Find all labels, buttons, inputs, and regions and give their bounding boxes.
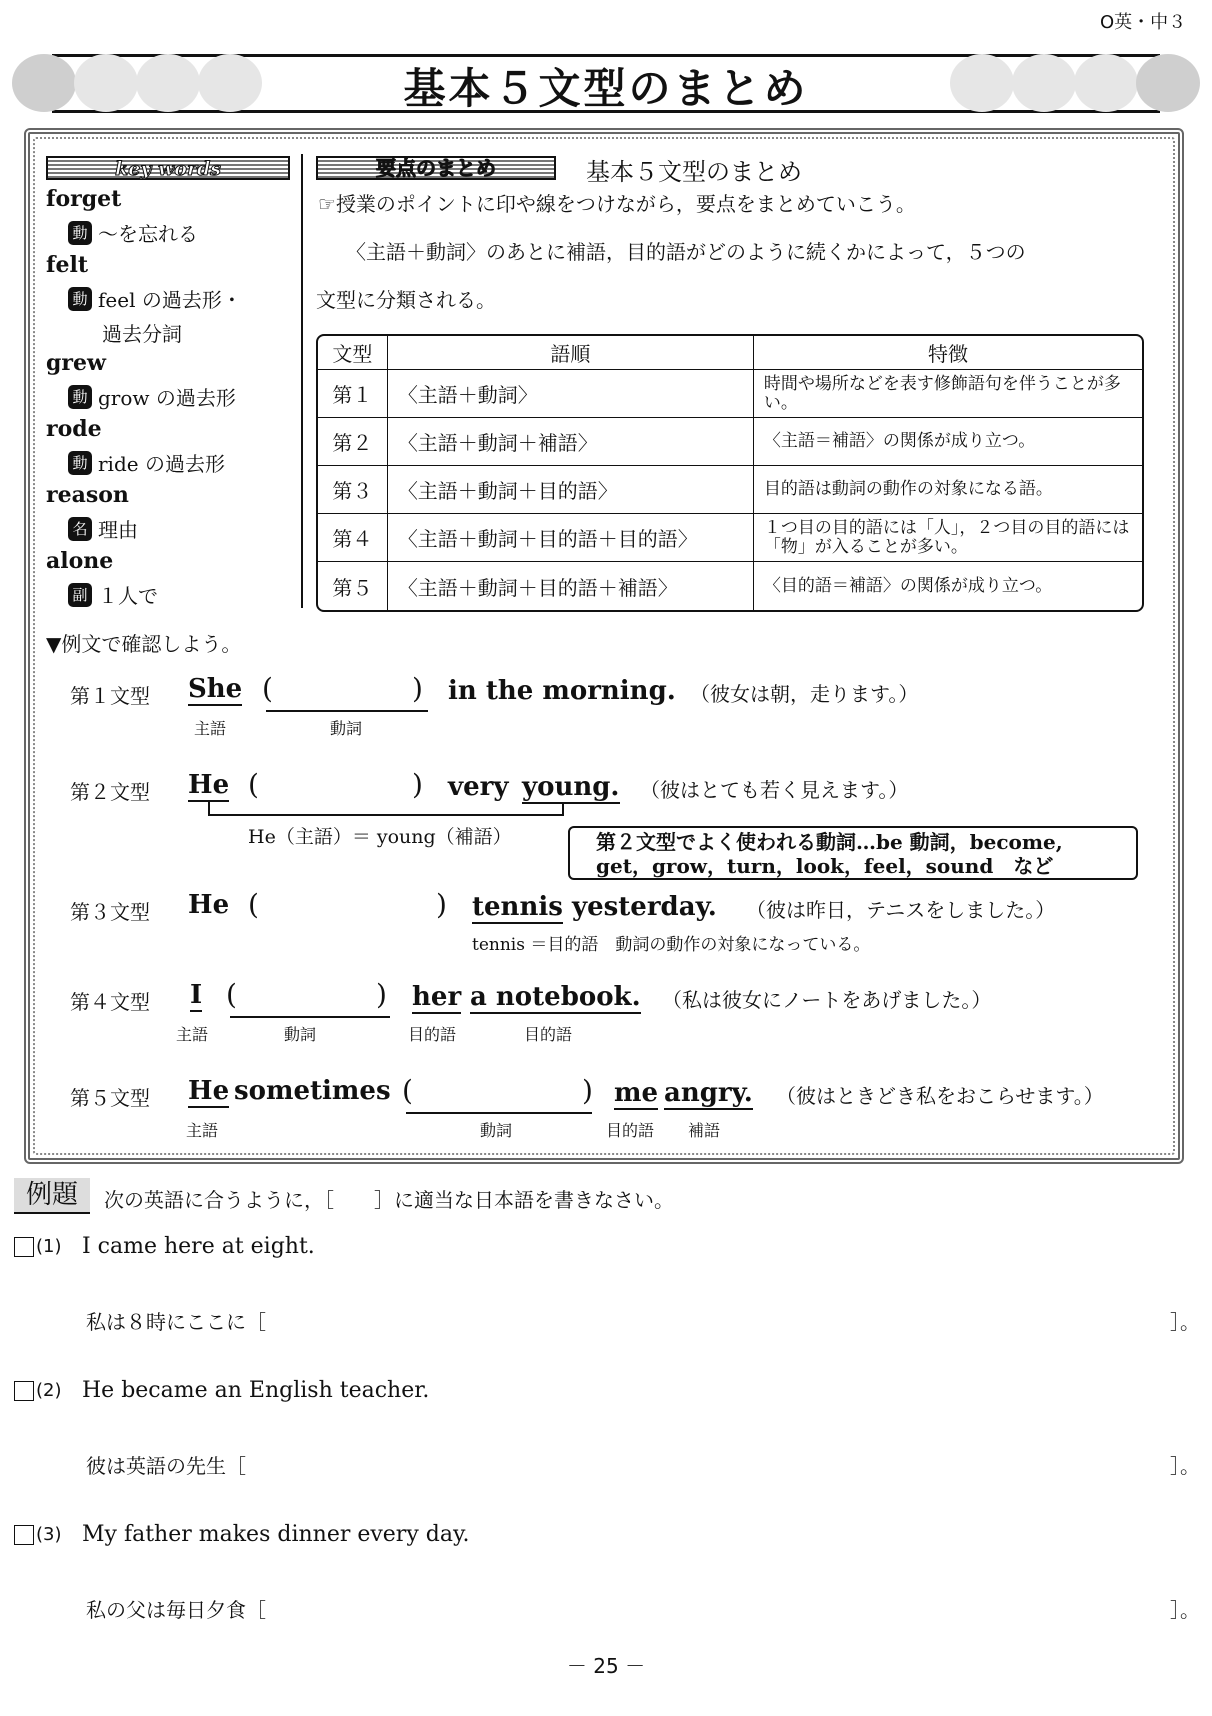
- table-cell: 〈主語＋動詞＋目的語〉: [388, 466, 754, 514]
- question-number: (2): [14, 1380, 62, 1401]
- question-checkbox[interactable]: [14, 1381, 34, 1401]
- blank-close: ): [412, 768, 423, 801]
- table-cell: 〈主語＝補語〉の関係が成り立つ。: [754, 418, 1142, 466]
- example-label: 第３文型: [70, 900, 150, 924]
- bracket-close: ］。: [1170, 1598, 1200, 1622]
- answer-blank[interactable]: [252, 926, 442, 928]
- title-band: [12, 52, 1200, 114]
- example-label: 第２文型: [70, 780, 150, 804]
- bracket-close: ］。: [1170, 1454, 1200, 1478]
- table-row: [318, 514, 1142, 562]
- question-english: My father makes dinner every day.: [82, 1522, 470, 1547]
- table-row: [318, 370, 1142, 418]
- key-word-definition: 名 理由: [68, 514, 138, 543]
- example-subject: He: [188, 1076, 230, 1106]
- summary-point: ☞授業のポイントに印や線をつけながら，要点をまとめていこう。: [318, 192, 916, 216]
- role-tag: 補語: [688, 1121, 721, 1140]
- key-word: rode: [46, 416, 102, 442]
- question-checkbox[interactable]: [14, 1237, 34, 1257]
- example-translation: （彼女は朝，走ります。）: [690, 682, 919, 706]
- example-object: tennis: [472, 892, 563, 922]
- table-row: [318, 418, 1142, 466]
- table-cell: 第３: [318, 466, 388, 514]
- blank-open: (: [226, 978, 237, 1011]
- table-header: 特徴: [754, 336, 1142, 370]
- table-cell: 〈主語＋動詞＋目的語＋補語〉: [388, 562, 754, 610]
- key-word: forget: [46, 186, 122, 212]
- answer-blank[interactable]: [406, 1112, 592, 1114]
- summary-body: 文型に分類される。: [316, 288, 496, 312]
- example-note: tennis ＝目的語 動詞の動作の対象になっている。: [472, 935, 871, 955]
- key-word-definition: 動 feel の過去形・: [68, 284, 242, 313]
- table-row: [318, 562, 1142, 610]
- table-header-row: [318, 336, 1142, 370]
- pos-badge: 動: [68, 287, 92, 311]
- key-word-definition: 副 １人で: [68, 580, 158, 609]
- role-tag: 目的語: [524, 1025, 573, 1044]
- examples-heading: ▼例文で確認しよう。: [46, 632, 242, 656]
- blank-open: (: [248, 888, 259, 921]
- key-word-definition: 動 grow の過去形: [68, 382, 236, 411]
- table-cell: １つ目の目的語には「人」，２つ目の目的語には「物」が入ることが多い。: [754, 514, 1142, 562]
- example-subject: I: [190, 980, 203, 1010]
- question-answer-line[interactable]: 私の父は毎日夕食［: [86, 1598, 266, 1622]
- pos-badge: 動: [68, 451, 92, 475]
- example-label: 第５文型: [70, 1086, 150, 1110]
- pos-badge: 名: [68, 517, 92, 541]
- pos-badge: 副: [68, 583, 92, 607]
- question-answer-line[interactable]: 彼は英語の先生［: [86, 1454, 246, 1478]
- table-header: 文型: [318, 336, 388, 370]
- example-label: 第１文型: [70, 684, 150, 708]
- blank-open: (: [248, 768, 259, 801]
- question-answer-line[interactable]: 私は８時にここに［: [86, 1310, 266, 1334]
- question-number: (1): [14, 1236, 62, 1257]
- column-divider: [301, 154, 303, 608]
- table-cell: 第５: [318, 562, 388, 610]
- key-word: grew: [46, 350, 106, 376]
- pos-badge: 動: [68, 221, 92, 245]
- table-cell: 〈主語＋動詞＋補語〉: [388, 418, 754, 466]
- role-tag: 主語: [194, 719, 227, 738]
- table-row: [318, 466, 1142, 514]
- verb-note-box: 第２文型でよく使われる動詞…be 動詞，become, get，grow，turn，look，feel，sound など: [568, 826, 1138, 880]
- role-tag: 動詞: [330, 719, 363, 738]
- practice-instruction: 次の英語に合うように，［ ］に適当な日本語を書きなさい。: [104, 1188, 674, 1212]
- page-number: － 25 －: [566, 1654, 646, 1678]
- example-adverb: sometimes: [234, 1076, 391, 1106]
- summary-header: 要点のまとめ: [316, 156, 556, 180]
- key-word: felt: [46, 252, 88, 278]
- role-tag: 目的語: [606, 1121, 655, 1140]
- answer-blank[interactable]: [266, 710, 428, 712]
- table-cell: 第２: [318, 418, 388, 466]
- blank-close: ): [376, 978, 387, 1011]
- course-tag: O英・中３: [1100, 12, 1187, 33]
- table-cell: 〈主語＋動詞＋目的語＋目的語〉: [388, 514, 754, 562]
- example-subject: He: [188, 770, 230, 800]
- blank-close: ): [436, 888, 447, 921]
- hand-icon: ☞: [318, 192, 336, 216]
- key-word: alone: [46, 548, 114, 574]
- pos-badge: 動: [68, 385, 92, 409]
- example-translation: （私は彼女にノートをあげました。）: [662, 988, 992, 1012]
- key-word-definition: 動 ride の過去形: [68, 448, 225, 477]
- role-tag: 動詞: [284, 1025, 317, 1044]
- table-cell: 目的語は動詞の動作の対象になる語。: [754, 466, 1142, 514]
- relation-text: He（主語）＝ young（補語）: [248, 826, 512, 848]
- role-tag: 主語: [176, 1025, 209, 1044]
- example-translation: （彼はとても若く見えます。）: [640, 778, 909, 802]
- role-tag: 動詞: [480, 1121, 513, 1140]
- question-english: He became an English teacher.: [82, 1378, 430, 1403]
- example-word: very: [448, 772, 509, 802]
- role-tag: 主語: [186, 1121, 219, 1140]
- example-object: me: [614, 1078, 659, 1108]
- key-word: reason: [46, 482, 129, 508]
- example-translation: （彼は昨日，テニスをしました。）: [746, 898, 1056, 922]
- key-words-header: key words: [46, 156, 290, 180]
- key-word-definition: 動 ～を忘れる: [68, 218, 198, 247]
- blank-open: (: [402, 1074, 413, 1107]
- summary-title: 基本５文型のまとめ: [586, 158, 802, 186]
- example-label: 第４文型: [70, 990, 150, 1014]
- table-cell: 〈目的語＝補語〉の関係が成り立つ。: [763, 575, 1053, 596]
- blank-open: (: [262, 672, 273, 705]
- table-cell: 〈主語＋動詞〉: [388, 370, 754, 418]
- table-cell: 時間や場所などを表す修飾語句を伴うことが多い。: [754, 370, 1142, 418]
- example-object: her: [412, 982, 462, 1012]
- example-object: a notebook.: [470, 982, 641, 1012]
- example-subject: She: [188, 674, 243, 704]
- blank-close: ): [412, 672, 423, 705]
- summary-body: 〈主語＋動詞〉のあとに補語，目的語がどのように続くかによって，５つの: [346, 240, 1026, 264]
- question-checkbox[interactable]: [14, 1525, 34, 1545]
- answer-blank[interactable]: [230, 1016, 390, 1018]
- key-word-definition-cont: 過去分詞: [102, 322, 182, 346]
- question-number: (3): [14, 1524, 62, 1545]
- table-cell: 第４: [318, 514, 388, 562]
- question-english: I came here at eight.: [82, 1234, 315, 1259]
- practice-heading: 例題: [14, 1178, 90, 1214]
- relation-bracket: [208, 802, 564, 816]
- table-cell: 第１: [318, 370, 388, 418]
- example-complement: young.: [522, 772, 620, 802]
- example-complement: angry.: [664, 1078, 753, 1108]
- page-title: 基本５文型のまとめ: [403, 64, 809, 113]
- bracket-close: ］。: [1170, 1310, 1200, 1334]
- blank-close: ): [582, 1074, 593, 1107]
- table-header: 語順: [388, 336, 754, 370]
- example-translation: （彼はときどき私をおこらせます。）: [776, 1084, 1104, 1108]
- example-subject: He: [188, 890, 230, 920]
- example-rest: in the morning.: [448, 676, 676, 706]
- role-tag: 目的語: [408, 1025, 457, 1044]
- example-rest: yesterday.: [572, 892, 717, 922]
- sentence-pattern-table: [316, 334, 1144, 612]
